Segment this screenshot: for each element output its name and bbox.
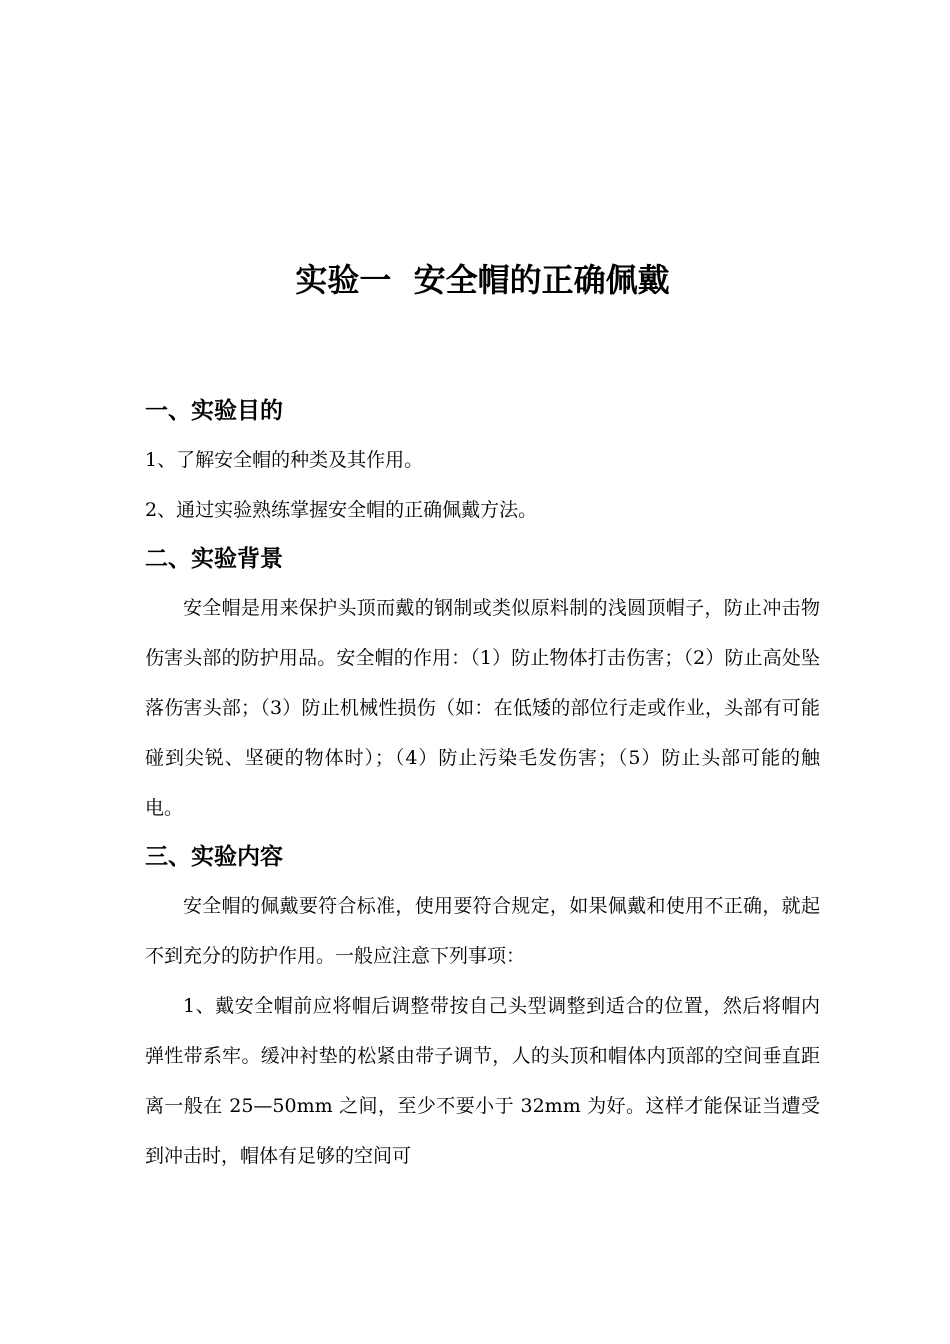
section-heading-background: 二、实验背景 (145, 546, 283, 572)
section-heading-content: 三、实验内容 (145, 844, 283, 870)
section-heading-purpose: 一、实验目的 (145, 398, 283, 424)
content-intro-paragraph: 安全帽的佩戴要符合标准，使用要符合规定，如果佩戴和使用不正确，就起不到充分的防护作用。一般应注意下列事项： (145, 895, 820, 967)
purpose-item-1: 1、了解安全帽的种类及其作用。 (145, 449, 424, 471)
background-paragraph: 安全帽是用来保护头顶而戴的钢制或类似原料制的浅圆顶帽子，防止冲击物伤害头部的防护用品。安全帽的作用：（1）防止物体打击伤害；（2）防止高处坠落伤害头部；（3）防止机械性损伤（如：在低矮的部位行走或作业，头部有可能碰到尖锐、坚硬的物体时）；（4）防止污染毛发伤害；（5）防止头部可能的触电。 (145, 597, 820, 819)
document-title: 实验一 安全帽的正确佩戴 (295, 261, 670, 299)
document-body (145, 387, 820, 1181)
content-item-1-paragraph: 1、戴安全帽前应将帽后调整带按自己头型调整到适合的位置，然后将帽内弹性带系牢。缓冲衬垫的松紧由带子调节，人的头顶和帽体内顶部的空间垂直距离一般在 25—50mm 之间，至少不要小于 32mm 为好。这样才能保证当遭受到冲击时，帽体有足够的空间可 (145, 995, 820, 1167)
purpose-item-2: 2、通过实验熟练掌握安全帽的正确佩戴方法。 (145, 499, 538, 521)
document-page (145, 0, 820, 1344)
